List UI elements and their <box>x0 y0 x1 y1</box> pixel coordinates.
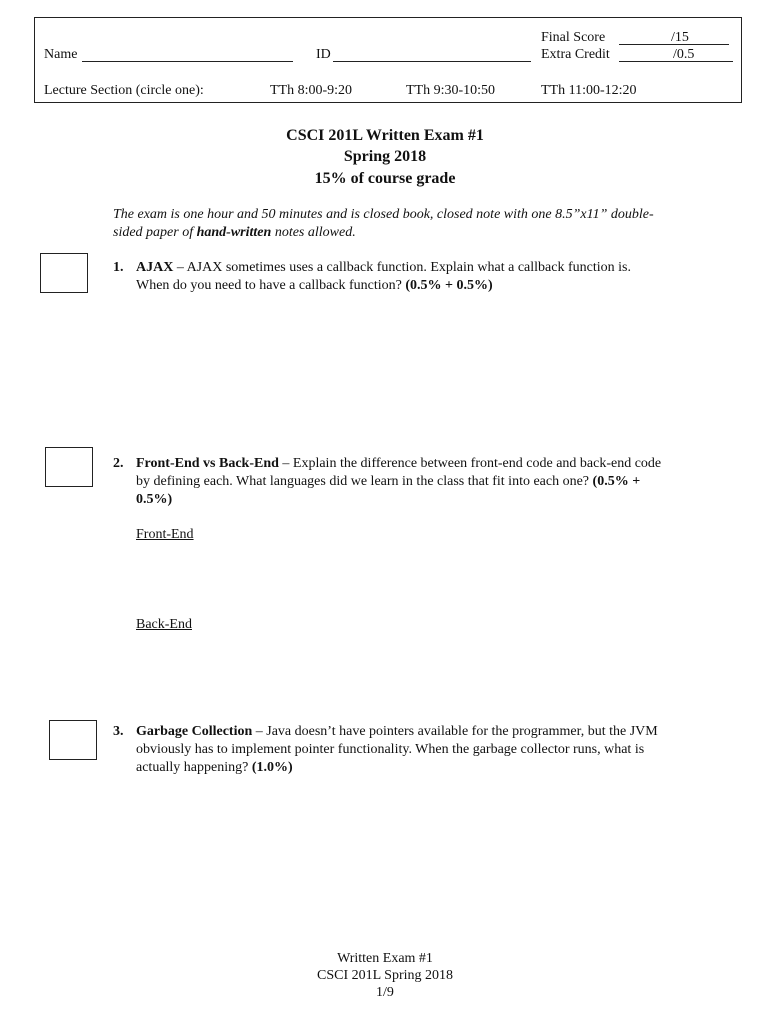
id-field[interactable] <box>333 61 531 62</box>
question-2 <box>136 455 664 509</box>
score-box-q2[interactable] <box>45 447 93 487</box>
question-3-points: (1.0%) <box>251 760 293 775</box>
footer-page-number: 1/9 <box>376 985 394 1000</box>
score-box-q3[interactable] <box>49 720 97 760</box>
question-1-topic: AJAX <box>136 260 174 275</box>
extra-credit-total: /0.5 <box>673 47 695 62</box>
extra-credit-label: Extra Credit <box>541 47 610 62</box>
exam-title: CSCI 201L Written Exam #1 <box>286 127 484 144</box>
section-option-2[interactable]: TTh 9:30-10:50 <box>406 83 496 98</box>
question-number-3: 3. <box>113 724 124 739</box>
question-3-body: – Java doesn’t have pointers available for the programmer, but the JVM obviously has to implement pointer functionality. When the garbage collector runs, what is actually happening? <box>136 724 658 775</box>
exam-instructions <box>113 206 673 242</box>
question-1-body: – AJAX sometimes uses a callback function. Explain what a callback function is. When do you need to have a callback function? <box>136 260 631 293</box>
final-score-total: /15 <box>671 30 689 45</box>
instructions-text: The exam is one hour and 50 minutes and is closed book, closed note with one 8.5”x11” double-sided paper of <box>113 207 654 240</box>
question-1 <box>136 259 664 295</box>
instructions-emphasis: hand-written <box>196 225 272 240</box>
question-3-topic: Garbage Collection <box>136 724 253 739</box>
section-option-1[interactable]: TTh 8:00-9:20 <box>270 83 353 98</box>
final-score-label: Final Score <box>541 30 606 45</box>
section-option-3[interactable]: TTh 11:00-12:20 <box>541 83 637 98</box>
name-label: Name <box>44 47 78 62</box>
question-1-points: (0.5% + 0.5%) <box>405 278 493 293</box>
instructions-text-end: notes allowed. <box>271 225 356 240</box>
question-2-points: (0.5% + 0.5%) <box>136 474 641 507</box>
lecture-section-label: Lecture Section (circle one): <box>44 83 204 98</box>
footer-course: CSCI 201L Spring 2018 <box>317 968 453 983</box>
question-number-2: 2. <box>113 456 124 471</box>
question-number-1: 1. <box>113 260 124 275</box>
footer-exam: Written Exam #1 <box>337 951 433 966</box>
exam-weight: 15% of course grade <box>314 170 456 187</box>
exam-term: Spring 2018 <box>343 148 427 165</box>
question-3 <box>136 723 674 777</box>
question-2-body: – Explain the difference between front-end code and back-end code by defining each. What languages did we learn in the class that fit into each one? <box>136 456 662 489</box>
question-2-topic: Front-End vs Back-End <box>136 456 279 471</box>
front-end-heading: Front-End <box>136 527 194 542</box>
name-field[interactable] <box>82 61 293 62</box>
back-end-heading: Back-End <box>136 617 192 632</box>
id-label: ID <box>316 47 331 62</box>
score-box-q1[interactable] <box>40 253 88 293</box>
